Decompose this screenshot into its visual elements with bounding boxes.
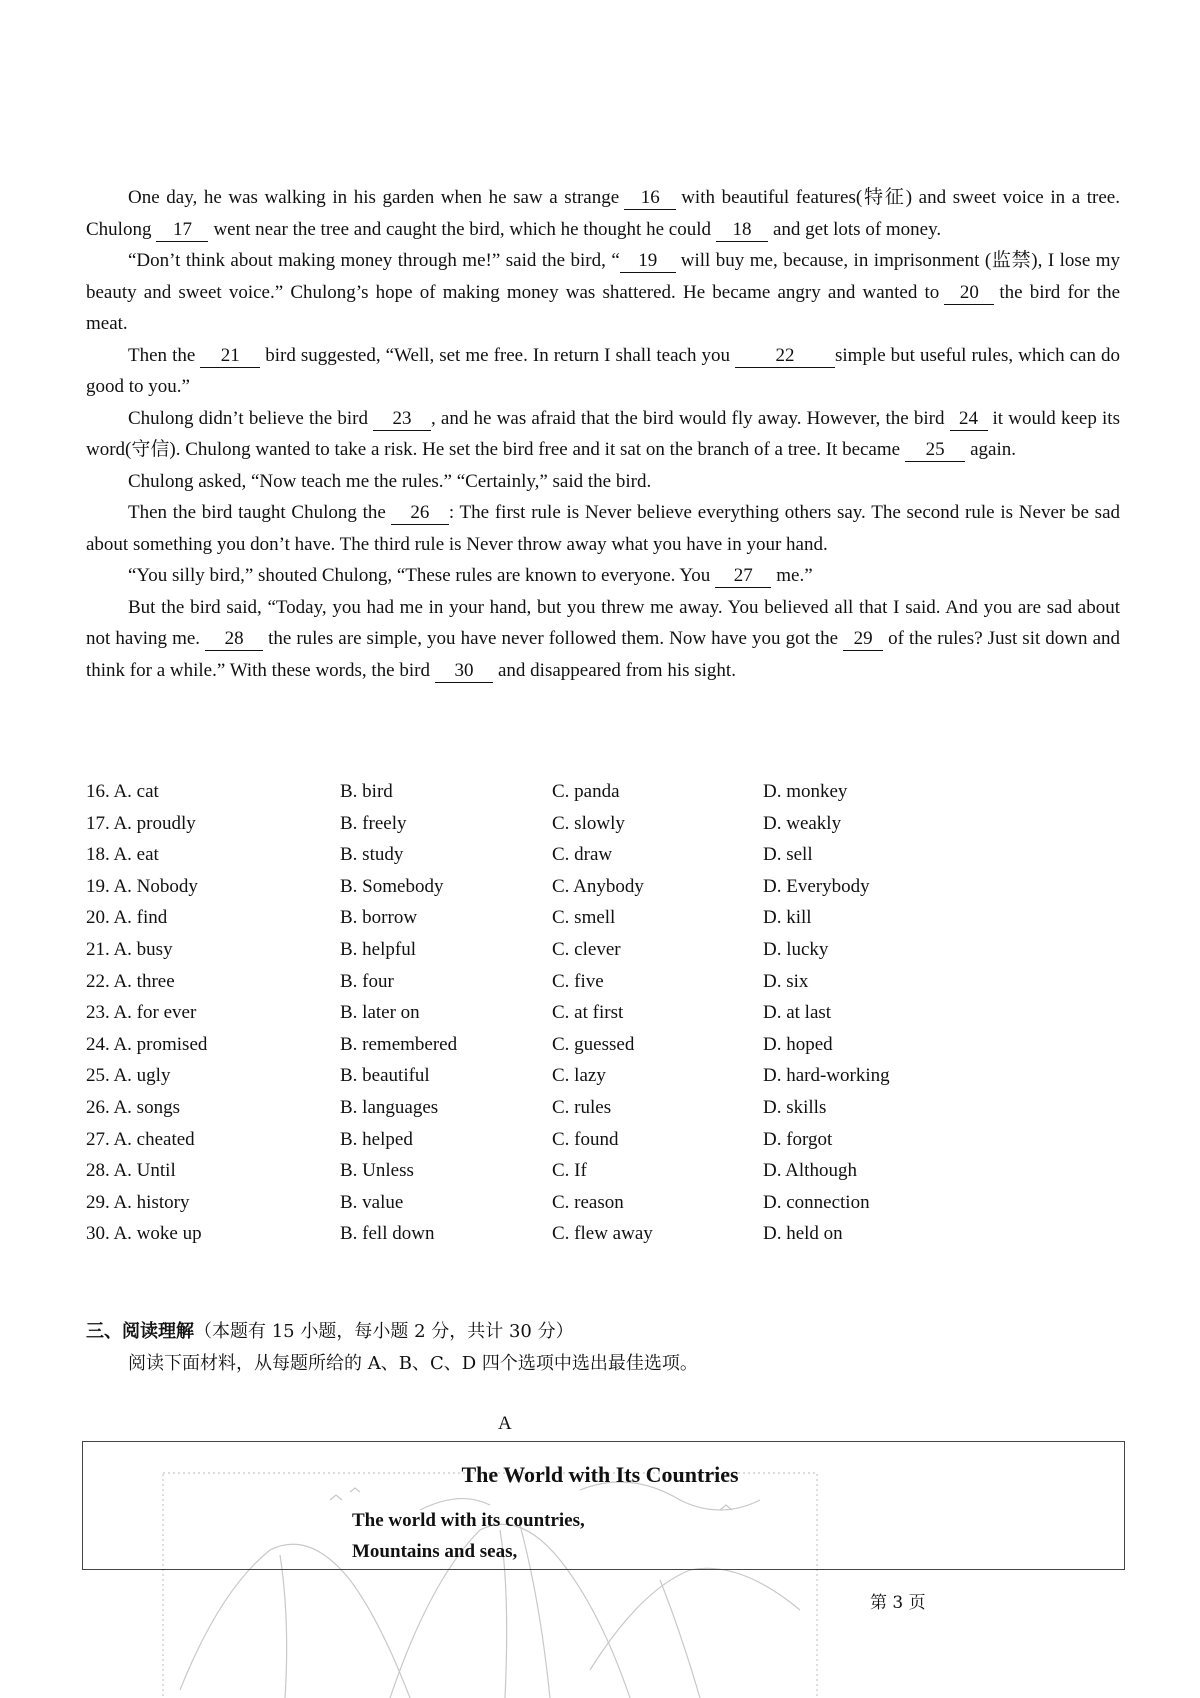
- option-b: B. Unless: [340, 1160, 414, 1182]
- option-c: C. lazy: [552, 1065, 606, 1087]
- option-a: 21. A. busy: [86, 938, 173, 960]
- poem-box: [82, 1441, 1125, 1570]
- option-c: C. flew away: [552, 1223, 653, 1245]
- paragraph-7: [86, 560, 1120, 592]
- option-a: 20. A. find: [86, 907, 168, 929]
- text: But the bird said, “Today, you had me in your hand, but you threw me away. You believed all that I said. And you are sad about not having me.: [86, 596, 1120, 649]
- option-d: D. Although: [763, 1160, 857, 1182]
- text: will buy me, because, in imprisonment (监禁), I lose my beauty and sweet voice.” Chulong’s hope of making money was shattered. He became angry and wanted to: [86, 250, 1121, 303]
- text: Then the bird taught Chulong the: [128, 502, 386, 523]
- cloze-passage: [86, 182, 1120, 686]
- option-row: [86, 781, 1120, 813]
- text: , and he was afraid that the bird would fly away. However, the bird: [430, 407, 945, 429]
- text: the bird for the meat.: [86, 281, 1120, 334]
- option-row: [86, 1160, 1120, 1192]
- text: “You silly bird,” shouted Chulong, “These rules are known to everyone. You: [128, 565, 711, 586]
- option-c: C. rules: [552, 1096, 612, 1118]
- blank-26: 26: [391, 502, 449, 525]
- blank-20: 20: [944, 282, 994, 305]
- blank-25: 25: [905, 439, 965, 462]
- option-c: C. reason: [552, 1191, 624, 1213]
- option-c: C. panda: [552, 781, 620, 802]
- option-c: C. at first: [552, 1002, 624, 1024]
- option-c: C. guessed: [552, 1033, 635, 1055]
- passage-letter: A: [498, 1413, 512, 1434]
- blank-23: 23: [373, 408, 431, 431]
- page-number: 第 3 页: [870, 1593, 926, 1613]
- text: me.”: [776, 565, 813, 586]
- option-d: D. six: [763, 970, 809, 992]
- blank-21: 21: [200, 345, 260, 368]
- answer-options: [86, 781, 1120, 1255]
- option-d: D. Everybody: [763, 875, 870, 897]
- blank-17: 17: [156, 219, 208, 242]
- option-row: [86, 907, 1120, 939]
- section-heading: 三、阅读理解: [86, 1321, 194, 1342]
- option-a: 23. A. for ever: [86, 1002, 197, 1024]
- option-a: 24. A. promised: [86, 1033, 208, 1055]
- paragraph-4: [86, 403, 1120, 466]
- option-d: D. skills: [763, 1096, 827, 1118]
- option-a: 19. A. Nobody: [86, 875, 198, 897]
- text: went near the tree and caught the bird, which he thought he could: [213, 218, 711, 240]
- option-b: B. fell down: [340, 1223, 435, 1245]
- option-b: B. four: [340, 970, 394, 992]
- option-a: 25. A. ugly: [86, 1065, 171, 1087]
- option-c: C. Anybody: [552, 875, 644, 897]
- text: bird suggested, “Well, set me free. In return I shall teach you: [265, 344, 730, 366]
- option-row: [86, 971, 1120, 1003]
- blank-30: 30: [435, 660, 493, 683]
- option-c: C. slowly: [552, 812, 625, 834]
- option-d: D. hoped: [763, 1033, 833, 1055]
- text: : The first rule is Never believe everything others say. The second rule is Never be sad about something you don’t have. The third rule is Never throw away what you have in your hand.: [86, 502, 1121, 555]
- option-a: 29. A. history: [86, 1191, 190, 1213]
- option-a: 26. A. songs: [86, 1096, 180, 1118]
- text: with beautiful features(特征) and sweet voice in a tree. Chulong: [86, 187, 1120, 240]
- option-row: [86, 813, 1120, 845]
- option-d: D. monkey: [763, 781, 848, 802]
- text: of the rules? Just sit down and think for a while.” With these words, the bird: [86, 628, 1121, 681]
- option-c: C. clever: [552, 938, 621, 960]
- option-c: C. If: [552, 1160, 587, 1182]
- paragraph-3: [86, 340, 1120, 403]
- option-c: C. smell: [552, 907, 616, 929]
- option-b: B. Somebody: [340, 875, 444, 897]
- option-row: [86, 876, 1120, 908]
- option-b: B. study: [340, 844, 404, 866]
- option-a: 17. A. proudly: [86, 812, 196, 834]
- option-a: 27. A. cheated: [86, 1128, 195, 1150]
- option-row: [86, 844, 1120, 876]
- option-c: C. draw: [552, 844, 613, 866]
- option-d: D. kill: [763, 907, 812, 929]
- option-b: B. bird: [340, 781, 393, 802]
- text: simple but useful rules, which can do good to you.”: [86, 344, 1120, 397]
- option-a: 18. A. eat: [86, 844, 159, 866]
- blank-27: 27: [715, 565, 771, 588]
- option-b: B. beautiful: [340, 1065, 430, 1087]
- option-c: C. found: [552, 1128, 619, 1150]
- option-row: [86, 1097, 1120, 1129]
- blank-24: 24: [950, 408, 988, 431]
- option-b: B. helped: [340, 1128, 413, 1150]
- blank-19: 19: [620, 250, 676, 273]
- paragraph-1: [86, 182, 1120, 245]
- option-row: [86, 1034, 1120, 1066]
- option-d: D. sell: [763, 844, 813, 866]
- poem-line-2: Mountains and seas,: [352, 1541, 518, 1562]
- option-b: B. helpful: [340, 938, 416, 960]
- option-row: [86, 1002, 1120, 1034]
- paragraph-8: [86, 592, 1120, 687]
- text: One day, he was walking in his garden when he saw a strange: [128, 187, 620, 208]
- option-a: 28. A. Until: [86, 1160, 176, 1182]
- option-d: D. held on: [763, 1223, 843, 1245]
- text: “Don’t think about making money through me!” said the bird, “: [128, 250, 620, 271]
- blank-29: 29: [843, 628, 883, 651]
- paragraph-6: [86, 497, 1120, 560]
- option-a: 30. A. woke up: [86, 1223, 202, 1245]
- text: and disappeared from his sight.: [497, 659, 736, 681]
- option-b: B. borrow: [340, 907, 418, 929]
- option-d: D. connection: [763, 1191, 870, 1213]
- blank-28: 28: [205, 628, 263, 651]
- text: Chulong didn’t believe the bird: [128, 407, 368, 429]
- blank-18: 18: [716, 219, 768, 242]
- option-d: D. at last: [763, 1002, 832, 1024]
- option-b: B. value: [340, 1191, 404, 1213]
- option-b: B. later on: [340, 1002, 420, 1024]
- option-row: [86, 1223, 1120, 1255]
- option-a: 22. A. three: [86, 970, 175, 992]
- text: again.: [970, 439, 1016, 460]
- blank-22: 22: [735, 345, 835, 368]
- section-instruction: 阅读下面材料，从每题所给的 A、B、C、D 四个选项中选出最佳选项。: [128, 1353, 698, 1374]
- option-row: [86, 939, 1120, 971]
- option-b: B. languages: [340, 1096, 439, 1118]
- option-d: D. weakly: [763, 812, 842, 834]
- option-b: B. remembered: [340, 1033, 458, 1055]
- text: Then the: [128, 344, 196, 366]
- text: and get lots of money.: [772, 218, 942, 240]
- blank-16: 16: [624, 187, 676, 210]
- section-note: （本题有 15 小题，每小题 2 分，共计 30 分）: [194, 1321, 574, 1342]
- option-d: D. lucky: [763, 938, 829, 960]
- text: it would keep its word(守信). Chulong wanted to take a risk. He set the bird free and it sat on the branch of a tree. It became: [86, 407, 1120, 460]
- option-b: B. freely: [340, 812, 407, 834]
- poem-title: The World with Its Countries: [461, 1462, 739, 1487]
- option-row: [86, 1192, 1120, 1224]
- option-row: [86, 1065, 1120, 1097]
- poem-line-1: The world with its countries,: [352, 1510, 585, 1531]
- option-c: C. five: [552, 970, 604, 992]
- option-d: D. forgot: [763, 1128, 833, 1150]
- option-a: 16. A. cat: [86, 781, 159, 802]
- option-d: D. hard-working: [763, 1065, 890, 1087]
- paragraph-5: Chulong asked, “Now teach me the rules.” “Certainly,” said the bird.: [128, 470, 652, 492]
- section-reading: [86, 1317, 698, 1375]
- option-row: [86, 1129, 1120, 1161]
- text: the rules are simple, you have never followed them. Now have you got the: [268, 628, 839, 649]
- paragraph-2: [86, 245, 1120, 340]
